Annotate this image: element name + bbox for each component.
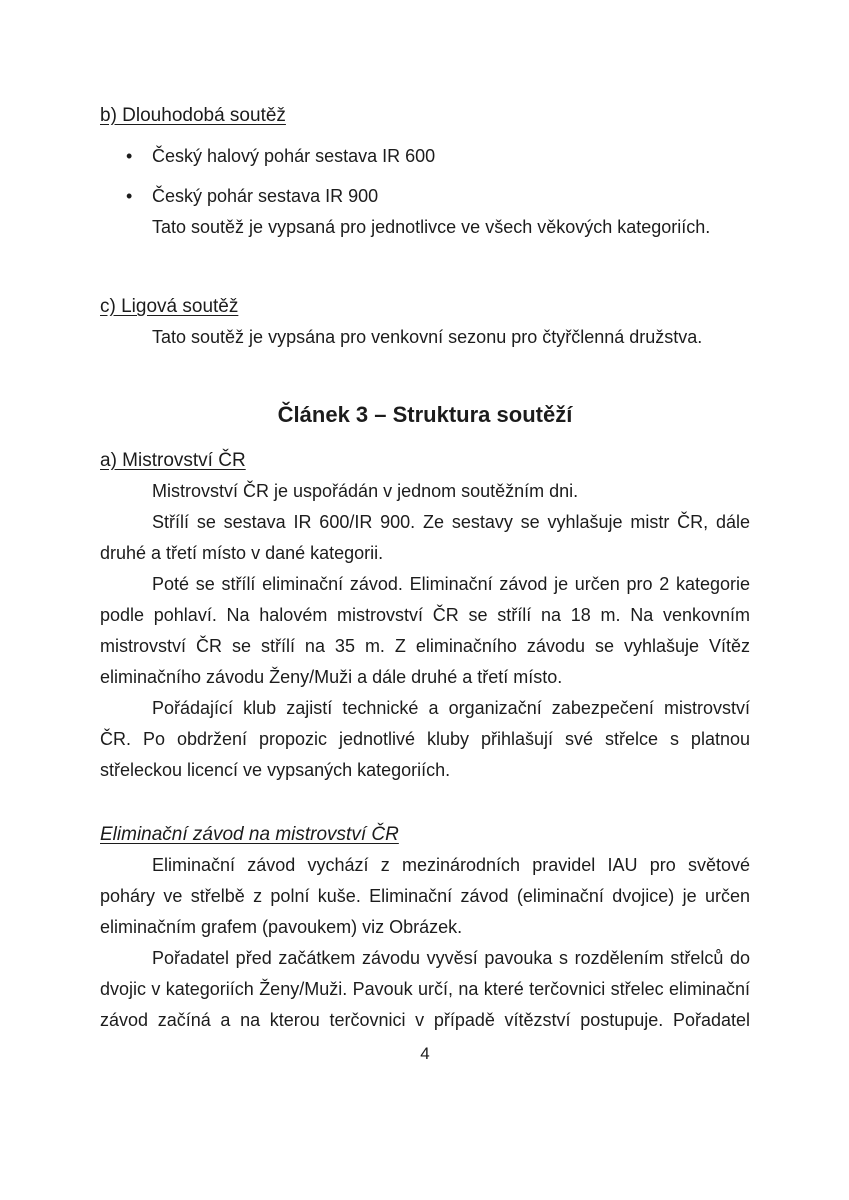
page-number: 4 bbox=[420, 1044, 430, 1063]
paragraph-eliminacni-2: Pořadatel před začátkem závodu vyvěsí pavouka s rozdělením střelců do dvojic v kategoriích Ženy/Muži. Pavouk určí, na které terčovnici střelec eliminační závod začíná a na kterou terčovnici v případě vítězství postupuje. Pořadatel bbox=[100, 948, 750, 1030]
bullet-list bbox=[100, 141, 750, 212]
paragraph-eliminacni-1: Eliminační závod vychází z mezinárodních pravidel IAU pro světové poháry ve střelbě z polní kuše. Eliminační závod (eliminační dvojice) je určen eliminačním grafem (pavoukem) viz Obrázek. bbox=[100, 855, 750, 937]
list-item-text: Český halový pohár sestava IR 600 bbox=[152, 146, 436, 166]
list-item-text: Český pohár sestava IR 900 bbox=[152, 186, 379, 206]
list-item bbox=[100, 141, 750, 172]
paragraph-mistrovstvi-3: Poté se střílí eliminační závod. Eliminační závod je určen pro 2 kategorie podle pohlaví. Na halovém mistrovství ČR se střílí na 18 m. Na venkovním mistrovství ČR se střílí na 35 m. Z eliminačního závodu se vyhlašuje Vítěz eliminačního závodu Ženy/Muži a dále druhé a třetí místo. bbox=[100, 574, 750, 687]
heading-eliminacni-zavod: Eliminační závod na mistrovství ČR bbox=[100, 824, 399, 845]
paragraph-dlouhodoba: Tato soutěž je vypsaná pro jednotlivce ve všech věkových kategoriích. bbox=[152, 217, 711, 237]
paragraph-mistrovstvi-4: Pořádající klub zajistí technické a organizační zabezpečení mistrovství ČR. Po obdržení propozic jednotlivé kluby přihlašují své střelce s platnou střeleckou licencí ve vypsaných kategoriích. bbox=[100, 698, 750, 780]
heading-mistrovstvi-cr: a) Mistrovství ČR bbox=[100, 450, 246, 471]
paragraph-mistrovstvi-2: Střílí se sestava IR 600/IR 900. Ze sestavy se vyhlašuje mistr ČR, dále druhé a třetí místo v dané kategorii. bbox=[100, 512, 750, 563]
article-heading: Článek 3 – Struktura soutěží bbox=[277, 402, 573, 427]
bullet-icon: • bbox=[126, 186, 133, 206]
paragraph-ligova: Tato soutěž je vypsána pro venkovní sezonu pro čtyřčlenná družstva. bbox=[152, 327, 703, 347]
document-content bbox=[100, 0, 750, 1067]
bullet-icon: • bbox=[126, 146, 133, 166]
paragraph-mistrovstvi-1: Mistrovství ČR je uspořádán v jednom soutěžním dni. bbox=[152, 481, 579, 501]
heading-ligova-soutez: c) Ligová soutěž bbox=[100, 296, 239, 317]
heading-dlouhodoba-soutez: b) Dlouhodobá soutěž bbox=[100, 105, 286, 126]
list-item bbox=[100, 181, 750, 212]
